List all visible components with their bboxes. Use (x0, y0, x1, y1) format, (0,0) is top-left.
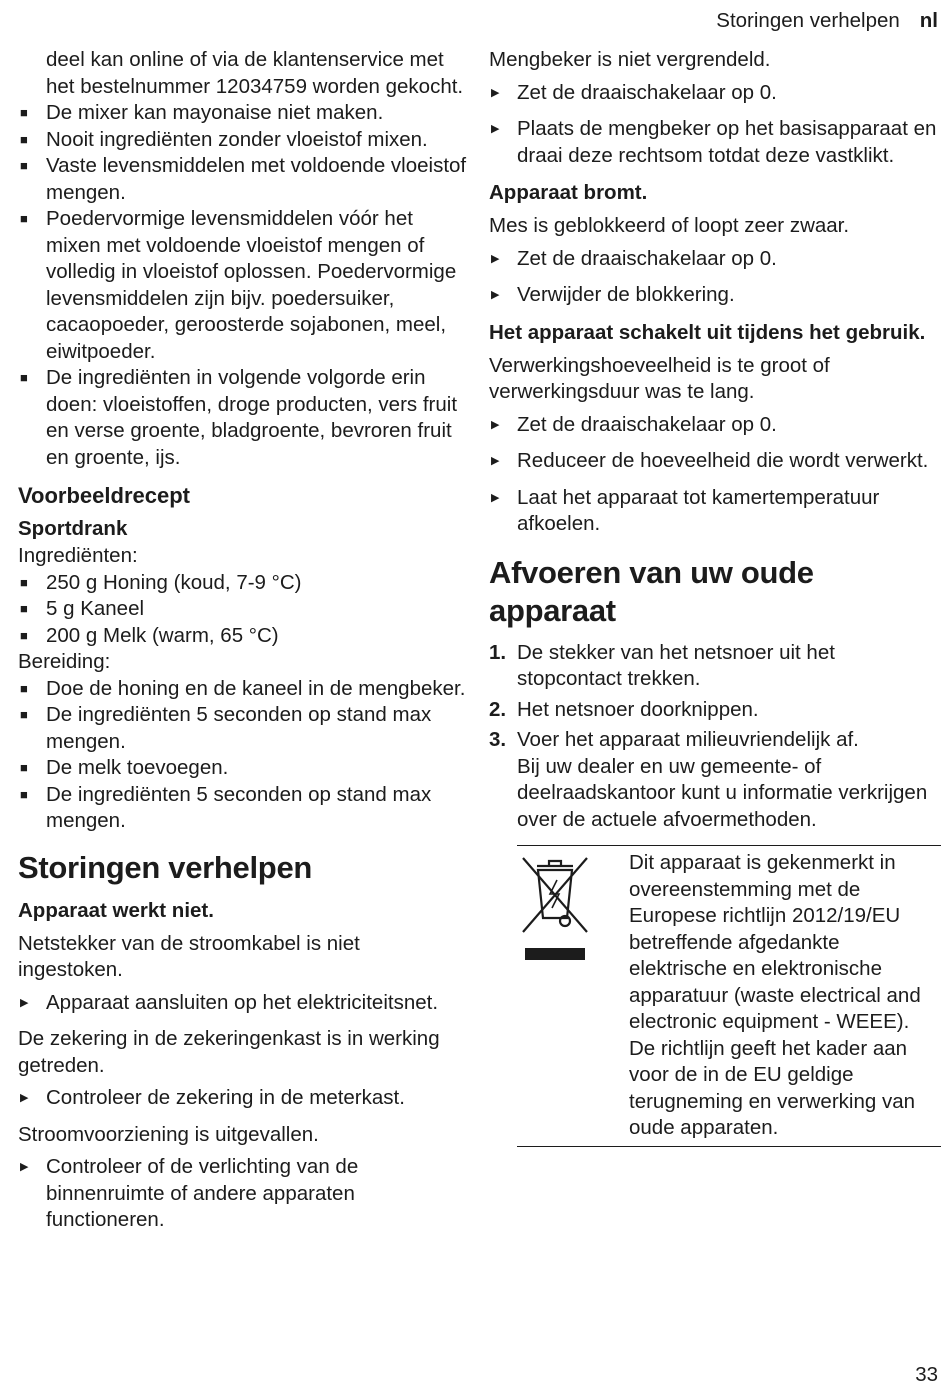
square-bullet-icon: ■ (20, 601, 28, 616)
list-item: 3. Voer het apparaat milieuvriendelijk af. Bij uw dealer en uw gemeente- of deelraadskantoor kunt u informatie verkrijgen over de actuele afvoermethoden. (489, 727, 941, 833)
square-bullet-icon: ■ (20, 574, 28, 590)
running-header (716, 8, 938, 35)
triangle-bullet-icon: ▶ (20, 996, 29, 1009)
triangle-bullet-icon: ▶ (491, 86, 500, 99)
fault-cause: Verwerkingshoeveelheid is te groot of verwerkingsduur was te lang. (489, 353, 830, 403)
list-item: ■ 5 g Kaneel (18, 596, 468, 623)
square-bullet-icon: ■ (20, 211, 28, 226)
list-item: ■ Nooit ingrediënten zonder vloeistof mixen. (18, 127, 468, 154)
list-item: ■ Poedervormige levensmiddelen vóór het mixen met voldoende vloeistof mengen of volledig in vloeistof oplossen. Poedervormige levensmiddelen zijn bijv. poedersuiker, cacaopoeder, geroosterde sojabonen, meel, eiwitpoeder. (20, 207, 457, 363)
right-column (489, 47, 941, 1147)
list-item: ▶ Laat het apparaat tot kamertemperatuur afkoelen. (491, 485, 880, 535)
list-item: ▶ Zet de draaischakelaar op 0. (489, 80, 941, 107)
triangle-bullet-icon: ▶ (20, 1092, 29, 1104)
square-bullet-icon: ■ (20, 760, 28, 775)
disposal-heading: Afvoeren van uw oude apparaat (489, 554, 814, 628)
list-item: ▶ Controleer de zekering in de meterkast. (18, 1085, 468, 1112)
list-item: ■ De mixer kan mayonaise niet maken. (18, 100, 468, 127)
triangle-bullet-icon: ▶ (491, 289, 500, 301)
setting-zero: 0 (759, 246, 772, 270)
preparation-label: Bereiding: (18, 650, 111, 673)
list-item: ■ 200 g Melk (warm, 65 °C) (18, 623, 468, 650)
triangle-bullet-icon: ▶ (491, 252, 500, 265)
weee-paragraph: De richtlijn geeft het kader aan voor de in de EU geldige terugneming en verwerking van oude apparaten. (629, 1036, 916, 1139)
page-number: 33 (915, 1362, 938, 1386)
square-bullet-icon: ■ (20, 680, 28, 696)
action-list (18, 990, 468, 1017)
list-item: ▶ Zet de draaischakelaar op 0. (489, 246, 941, 273)
list-item: ■ De melk toevoegen. (18, 755, 468, 782)
disposal-steps (489, 640, 941, 834)
action-list (489, 246, 941, 309)
step-note: Bij uw dealer en uw gemeente- of deelraadskantoor kunt u informatie verkrijgen over de actuele afvoermethoden. (517, 754, 928, 831)
intro-continuation: deel kan online of via de klantenservice met het bestelnummer 12034759 worden gekocht. (46, 48, 464, 98)
list-item: ▶ Verwijder de blokkering. (489, 282, 941, 309)
fault-cause: De zekering in de zekeringenkast is in werking getreden. (18, 1027, 440, 1077)
fault-title: Apparaat werkt niet. (18, 898, 214, 922)
ingredients-label: Ingrediënten: (18, 544, 138, 567)
setting-zero: 0 (759, 412, 772, 436)
list-item: ■ 250 g Honing (koud, 7-9 °C) (18, 570, 468, 597)
list-item: ▶ Reduceer de hoeveelheid die wordt verwerkt. (489, 448, 941, 475)
list-item: ▶ Zet de draaischakelaar op 0. (489, 412, 941, 439)
square-bullet-icon: ■ (20, 786, 28, 802)
weee-text (629, 850, 941, 1142)
action-list (489, 412, 941, 538)
list-item: ▶ Apparaat aansluiten op het elektriciteitsnet. (18, 990, 468, 1017)
fault-cause: Stroomvoorziening is uitgevallen. (18, 1122, 319, 1146)
weee-symbol-svg (517, 852, 593, 962)
triangle-bullet-icon: ▶ (491, 123, 500, 135)
troubleshooting-heading: Storingen verhelpen (18, 849, 313, 885)
fault-cause: Netstekker van de stroomkabel is niet ingestoken. (18, 931, 360, 981)
list-item: ▶ Controleer of de verlichting van de binnenruimte of andere apparaten functioneren. (20, 1155, 359, 1231)
list-item: ▶ Plaats de mengbeker op het basisapparaat en draai deze rechtsom totdat deze vastklikt. (491, 117, 937, 167)
setting-max: max (392, 703, 432, 726)
action-list (489, 80, 941, 170)
triangle-bullet-icon: ▶ (491, 418, 500, 431)
weee-notice (517, 845, 941, 1147)
square-bullet-icon: ■ (20, 158, 28, 173)
setting-zero: 0 (759, 80, 772, 104)
square-bullet-icon: ■ (20, 105, 28, 120)
fault-cause: Mengbeker is niet vergrendeld. (489, 48, 771, 71)
fault-title: Apparaat bromt. (489, 181, 648, 204)
list-item: ■ Vaste levensmiddelen met voldoende vloeistof mengen. (20, 154, 467, 204)
fault-title: Het apparaat schakelt uit tijdens het gebruik. (489, 320, 926, 344)
list-item: ■ De ingrediënten 5 seconden op stand max mengen. (20, 782, 432, 832)
preparation-list (18, 676, 468, 835)
action-list (18, 1154, 468, 1234)
list-item: 2. Het netsnoer doorknippen. (489, 697, 759, 721)
tips-list (18, 100, 468, 471)
triangle-bullet-icon: ▶ (491, 455, 500, 467)
setting-max: max (392, 782, 432, 806)
recipe-heading: Voorbeeldrecept (18, 483, 190, 508)
list-item: ■ Doe de honing en de kaneel in de mengbeker. (18, 676, 468, 703)
weee-paragraph: Dit apparaat is gekenmerkt in overeenstemming met de Europese richtlijn 2012/19/EU betreffende afgedankte elektrische en elektronische apparatuur (waste electrical and electronic equipment - WEEE). (629, 851, 921, 1033)
language-code: nl (919, 9, 938, 32)
square-bullet-icon: ■ (20, 131, 28, 147)
triangle-bullet-icon: ▶ (491, 491, 500, 504)
triangle-bullet-icon: ▶ (20, 1161, 29, 1173)
left-column (18, 47, 468, 1244)
list-item: ■ De ingrediënten in volgende volgorde erin doen: vloeistoffen, droge producten, vers fruit en verse groente, bladgroente, bevroren fruit en groente, ijs. (20, 366, 458, 469)
recipe-title: Sportdrank (18, 517, 128, 540)
header-title: Storingen verhelpen (716, 9, 900, 32)
square-bullet-icon: ■ (20, 627, 28, 643)
crossed-out-wheelie-bin-icon (517, 850, 629, 1142)
action-list (18, 1085, 468, 1112)
square-bullet-icon: ■ (20, 707, 28, 722)
fault-cause: Mes is geblokkeerd of loopt zeer zwaar. (489, 214, 850, 237)
list-item: 1. De stekker van het netsnoer uit het stopcontact trekken. (489, 640, 835, 690)
list-item: ■ De ingrediënten 5 seconden op stand max mengen. (20, 703, 432, 753)
ingredients-list (18, 570, 468, 650)
square-bullet-icon: ■ (20, 370, 28, 385)
